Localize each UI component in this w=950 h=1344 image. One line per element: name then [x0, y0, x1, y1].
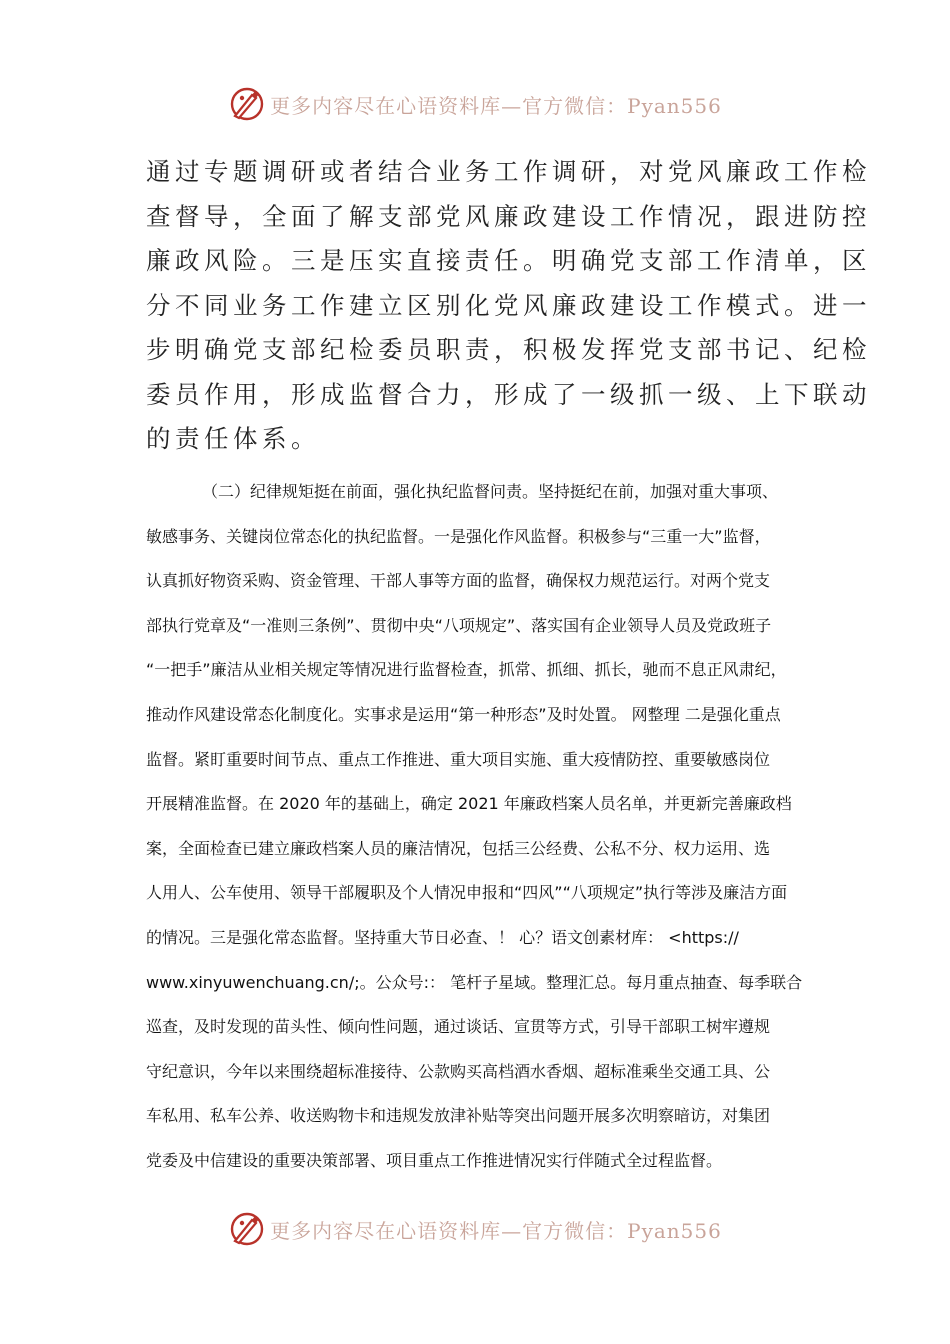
paragraph-line: 党委及中信建设的重要决策部署、项目重点工作推进情况实行伴随式全过程监督。 — [146, 1150, 723, 1170]
header-banner-text: 更多内容尽在心语资料库—官方微信：Pyan556 — [270, 93, 722, 118]
paragraph-line: 的情况。三是强化常态监督。坚持重大节日必查、！ 心？语文创素材库： <https:// — [146, 927, 739, 947]
paragraph-line: 部执行党章及“一准则三条例”、贯彻中央“八项规定”、落实国有企业领导人员及党政班子 — [146, 615, 772, 635]
pen-logo-icon — [228, 85, 266, 123]
header-banner — [0, 84, 950, 124]
paragraph-line: 敏感事务、关键岗位常态化的执纪监督。一是强化作风监督。积极参与“三重一大”监督， — [146, 526, 771, 546]
paragraph-line: 的责任体系。 — [146, 424, 320, 453]
paragraph-line: 步明确党支部纪检委员职责，积极发挥党支部书记、纪检 — [146, 335, 871, 364]
body-paragraph-1 — [146, 150, 871, 462]
paragraph-line: 查督导，全面了解支部党风廉政建设工作情况，跟进防控 — [146, 201, 871, 231]
paragraph-line: 车私用、私车公养、收送购物卡和违规发放津补贴等突出问题开展多次明察暗访，对集团 — [146, 1106, 771, 1126]
paragraph-line: 守纪意识，今年以来围绕超标准接待、公款购买高档酒水香烟、超标准乘坐交通工具、公 — [146, 1061, 771, 1081]
paragraph-line: 监督。紧盯重要时间节点、重点工作推进、重大项目实施、重大疫情防控、重要敏感岗位 — [146, 749, 771, 769]
paragraph-line: 通过专题调研或者结合业务工作调研，对党风廉政工作检 — [146, 157, 871, 186]
paragraph-line: 委员作用，形成监督合力，形成了一级抓一级、上下联动 — [146, 379, 871, 409]
paragraph-line: 推动作风建设常态化制度化。实事求是运用“第一种形态”及时处置。 网整理 二是强化重点 — [146, 704, 781, 724]
footer-banner — [0, 1209, 950, 1249]
paragraph-line: 人用人、公车使用、领导干部履职及个人情况申报和“四风”“八项规定”执行等涉及廉洁方面 — [146, 883, 788, 903]
pen-logo-icon — [228, 1210, 266, 1248]
paragraph-line: “一把手”廉洁从业相关规定等情况进行监督检查，抓常、抓细、抓长，驰而不息正风肃纪， — [146, 660, 787, 680]
paragraph-line: www.xinyuwenchuang.cn/;。公众号:： 笔杆子星域。整理汇总。每月重点抽查、每季联合 — [146, 972, 803, 992]
paragraph-line: 廉政风险。三是压实直接责任。明确党支部工作清单，区 — [146, 246, 871, 275]
paragraph-line: 开展精准监督。在 2020 年的基础上，确定 2021 年廉政档案人员名单，并更新完善廉政档 — [146, 794, 792, 814]
paragraph-line: 认真抓好物资采购、资金管理、干部人事等方面的监督，确保权力规范运行。对两个党支 — [146, 571, 771, 591]
paragraph-line: 案，全面检查已建立廉政档案人员的廉洁情况，包括三公经费、公私不分、权力运用、选 — [146, 838, 771, 858]
paragraph-line: 分不同业务工作建立区别化党风廉政建设工作模式。进一 — [146, 290, 871, 320]
paragraph-line: （二）纪律规矩挺在前面，强化执纪监督问责。坚持挺纪在前，加强对重大事项、 — [202, 482, 779, 501]
body-paragraph-2 — [146, 470, 826, 1184]
paragraph-line: 巡查，及时发现的苗头性、倾向性问题，通过谈话、宣贯等方式，引导干部职工树牢遵规 — [146, 1017, 771, 1037]
footer-banner-text: 更多内容尽在心语资料库—官方微信：Pyan556 — [270, 1218, 722, 1243]
